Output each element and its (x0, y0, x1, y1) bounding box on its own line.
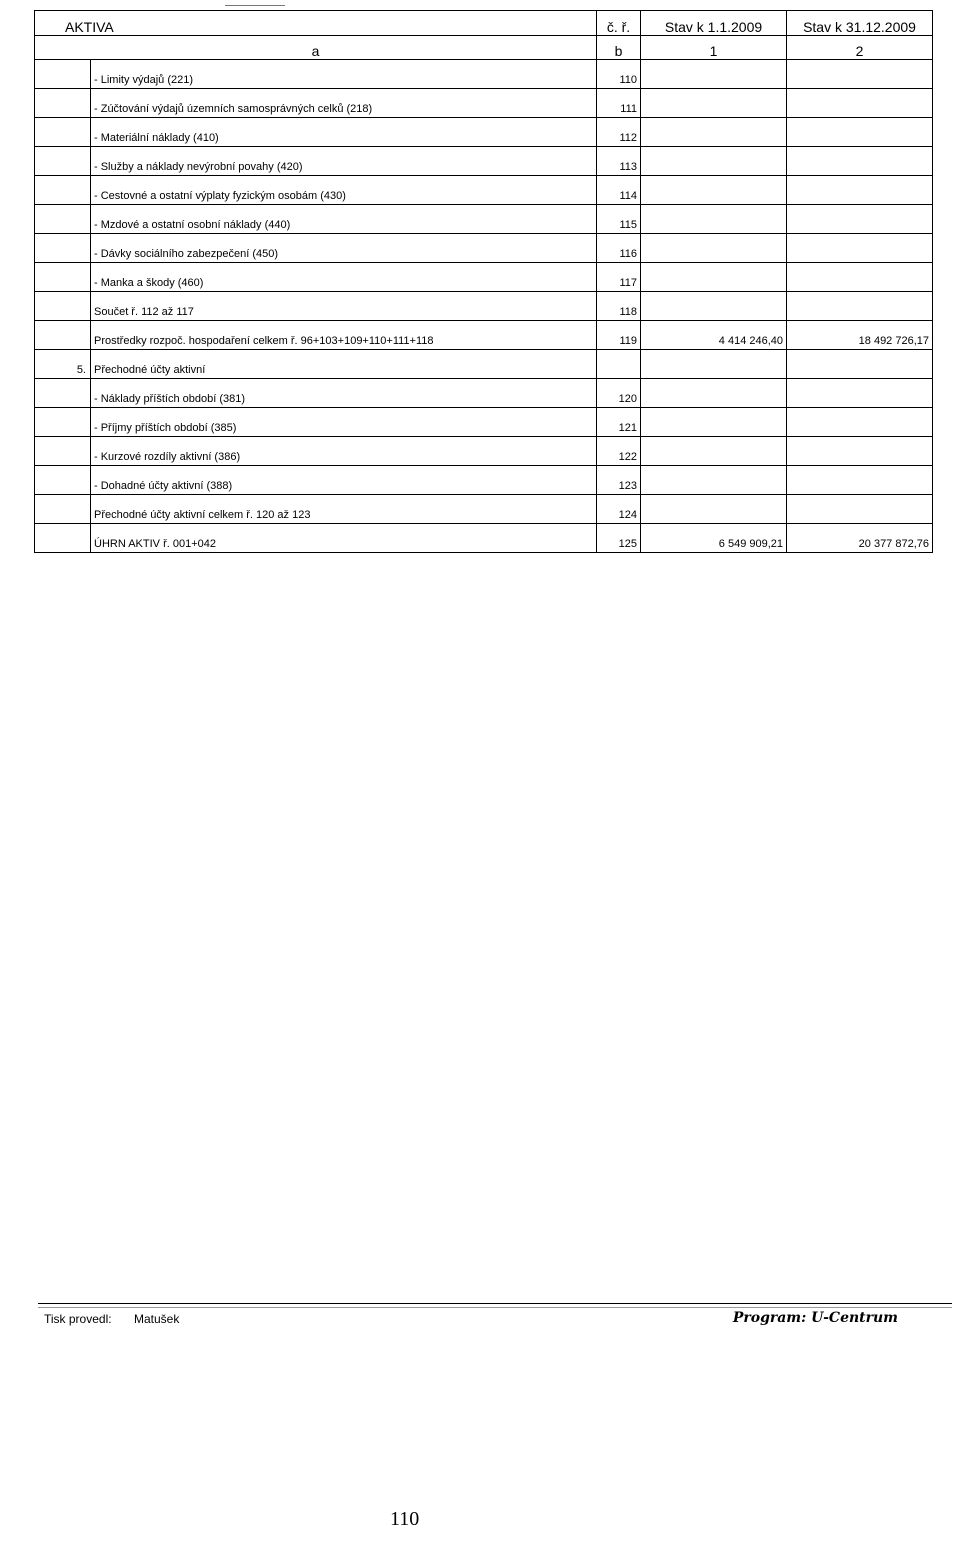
row-number: 125 (597, 524, 641, 553)
row-section-number (35, 292, 91, 321)
row-start-balance: 6 549 909,21 (641, 524, 787, 553)
row-end-balance (787, 118, 933, 147)
row-number: 111 (597, 89, 641, 118)
printed-by-name: Matušek (134, 1312, 180, 1326)
row-section-number: 5. (35, 350, 91, 379)
row-label: - Dávky sociálního zabezpečení (450) (91, 234, 597, 263)
table-row (35, 437, 933, 466)
row-section-number (35, 89, 91, 118)
row-number: 114 (597, 176, 641, 205)
table-row (35, 118, 933, 147)
row-label: - Kurzové rozdíly aktivní (386) (91, 437, 597, 466)
row-start-balance (641, 292, 787, 321)
row-number: 112 (597, 118, 641, 147)
table-row (35, 234, 933, 263)
row-number: 117 (597, 263, 641, 292)
table-header-row (35, 11, 933, 36)
table-row (35, 379, 933, 408)
row-section-number (35, 495, 91, 524)
page-number: 110 (390, 1508, 420, 1530)
scan-mark (225, 5, 285, 6)
header-row-number: č. ř. (597, 11, 641, 36)
row-section-number (35, 118, 91, 147)
row-start-balance (641, 350, 787, 379)
row-label: Přechodné účty aktivní (91, 350, 597, 379)
row-end-balance (787, 466, 933, 495)
row-start-balance: 4 414 246,40 (641, 321, 787, 350)
row-end-balance (787, 437, 933, 466)
table-row (35, 321, 933, 350)
row-start-balance (641, 466, 787, 495)
row-start-balance (641, 234, 787, 263)
row-start-balance (641, 263, 787, 292)
row-end-balance (787, 205, 933, 234)
table-row (35, 205, 933, 234)
row-number (597, 350, 641, 379)
table-subheader-row (35, 36, 933, 60)
subheader-2: 2 (787, 36, 933, 60)
table-row (35, 176, 933, 205)
row-number: 110 (597, 60, 641, 89)
program-name: Program: U-Centrum (732, 1310, 898, 1326)
table-row (35, 60, 933, 89)
header-end-balance: Stav k 31.12.2009 (787, 11, 933, 36)
row-label: Přechodné účty aktivní celkem ř. 120 až 123 (91, 495, 597, 524)
row-label: ÚHRN AKTIV ř. 001+042 (91, 524, 597, 553)
row-section-number (35, 524, 91, 553)
table-row (35, 147, 933, 176)
table-row (35, 263, 933, 292)
row-start-balance (641, 147, 787, 176)
row-section-number (35, 408, 91, 437)
row-start-balance (641, 379, 787, 408)
row-end-balance (787, 350, 933, 379)
row-section-number (35, 205, 91, 234)
row-section-number (35, 379, 91, 408)
row-label: - Služby a náklady nevýrobní povahy (420) (91, 147, 597, 176)
row-number: 119 (597, 321, 641, 350)
footer-rule (38, 1303, 952, 1304)
row-number: 124 (597, 495, 641, 524)
row-number: 116 (597, 234, 641, 263)
row-label: - Limity výdajů (221) (91, 60, 597, 89)
row-label: - Dohadné účty aktivní (388) (91, 466, 597, 495)
footer-rule-secondary (38, 1307, 952, 1308)
row-end-balance (787, 292, 933, 321)
table-row (35, 350, 933, 379)
row-section-number (35, 321, 91, 350)
row-section-number (35, 60, 91, 89)
row-label: - Příjmy příštích období (385) (91, 408, 597, 437)
row-number: 122 (597, 437, 641, 466)
row-end-balance (787, 89, 933, 118)
row-number: 123 (597, 466, 641, 495)
row-end-balance (787, 60, 933, 89)
row-number: 120 (597, 379, 641, 408)
table-row (35, 466, 933, 495)
row-label: - Zúčtování výdajů územních samosprávných celků (218) (91, 89, 597, 118)
row-number: 121 (597, 408, 641, 437)
row-end-balance (787, 234, 933, 263)
row-number: 118 (597, 292, 641, 321)
row-start-balance (641, 89, 787, 118)
subheader-a: a (35, 36, 597, 60)
subheader-b: b (597, 36, 641, 60)
row-start-balance (641, 205, 787, 234)
header-start-balance: Stav k 1.1.2009 (641, 11, 787, 36)
row-label: - Cestovné a ostatní výplaty fyzickým osobám (430) (91, 176, 597, 205)
row-label: - Mzdové a ostatní osobní náklady (440) (91, 205, 597, 234)
row-label: - Manka a škody (460) (91, 263, 597, 292)
row-end-balance: 20 377 872,76 (787, 524, 933, 553)
row-label: - Materiální náklady (410) (91, 118, 597, 147)
row-end-balance (787, 408, 933, 437)
row-label: - Náklady příštích období (381) (91, 379, 597, 408)
table-row (35, 292, 933, 321)
row-end-balance: 18 492 726,17 (787, 321, 933, 350)
row-start-balance (641, 118, 787, 147)
row-end-balance (787, 147, 933, 176)
row-label: Součet ř. 112 až 117 (91, 292, 597, 321)
table-row (35, 89, 933, 118)
row-start-balance (641, 176, 787, 205)
row-section-number (35, 466, 91, 495)
table-row (35, 408, 933, 437)
row-end-balance (787, 379, 933, 408)
table-row (35, 524, 933, 553)
row-label: Prostředky rozpoč. hospodaření celkem ř. 96+103+109+110+111+118 (91, 321, 597, 350)
table-row (35, 495, 933, 524)
assets-table (34, 10, 933, 553)
row-number: 115 (597, 205, 641, 234)
row-start-balance (641, 495, 787, 524)
row-section-number (35, 147, 91, 176)
printed-by-label: Tisk provedl: (44, 1312, 112, 1326)
row-number: 113 (597, 147, 641, 176)
row-start-balance (641, 408, 787, 437)
row-section-number (35, 437, 91, 466)
row-start-balance (641, 60, 787, 89)
subheader-1: 1 (641, 36, 787, 60)
row-section-number (35, 234, 91, 263)
header-title: AKTIVA (35, 11, 597, 36)
row-end-balance (787, 263, 933, 292)
row-section-number (35, 176, 91, 205)
row-end-balance (787, 176, 933, 205)
row-section-number (35, 263, 91, 292)
row-end-balance (787, 495, 933, 524)
row-start-balance (641, 437, 787, 466)
